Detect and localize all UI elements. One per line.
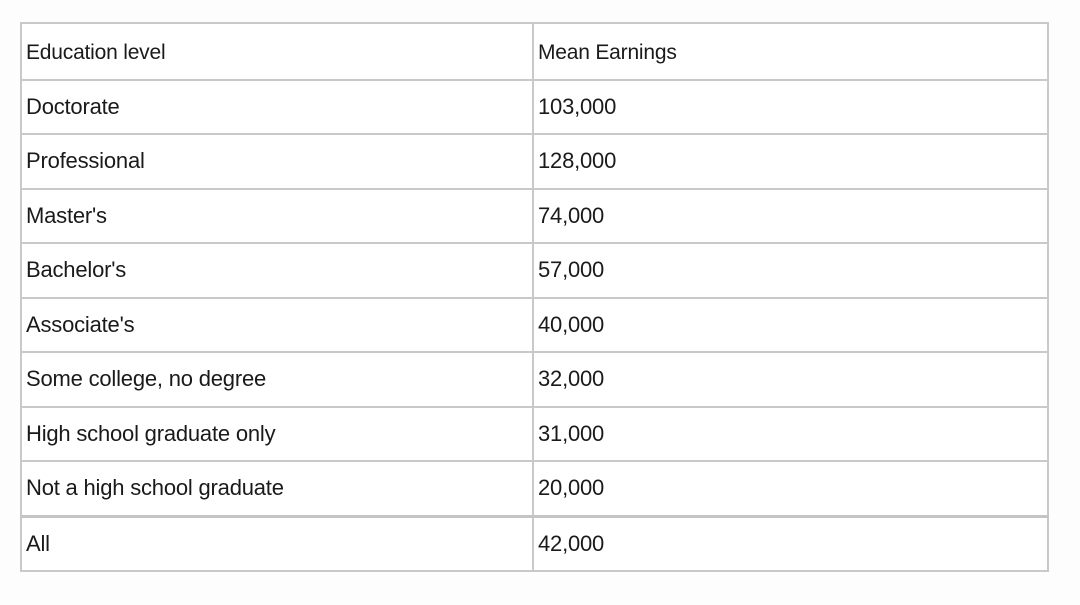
column-header-education-level: Education level <box>21 23 533 80</box>
mean-earnings-cell: 103,000 <box>533 80 1048 135</box>
table-row <box>21 352 1048 407</box>
mean-earnings-cell: 57,000 <box>533 243 1048 298</box>
education-level-cell: Some college, no degree <box>21 352 533 407</box>
mean-earnings-cell: 40,000 <box>533 298 1048 353</box>
mean-earnings-cell: 42,000 <box>533 516 1048 571</box>
education-level-cell: Professional <box>21 134 533 189</box>
table-row <box>21 298 1048 353</box>
mean-earnings-cell: 128,000 <box>533 134 1048 189</box>
column-header-mean-earnings: Mean Earnings <box>533 23 1048 80</box>
education-level-cell: High school graduate only <box>21 407 533 462</box>
table-row <box>21 189 1048 244</box>
table-row <box>21 407 1048 462</box>
earnings-table <box>20 22 1049 572</box>
table-row <box>21 516 1048 571</box>
table-row <box>21 461 1048 516</box>
table-row <box>21 80 1048 135</box>
education-level-cell: All <box>21 516 533 571</box>
education-level-cell: Not a high school graduate <box>21 461 533 516</box>
table-body <box>21 23 1048 571</box>
table-row <box>21 134 1048 189</box>
mean-earnings-cell: 74,000 <box>533 189 1048 244</box>
table-header-row <box>21 23 1048 80</box>
education-level-cell: Master's <box>21 189 533 244</box>
education-level-cell: Associate's <box>21 298 533 353</box>
table-row <box>21 243 1048 298</box>
mean-earnings-cell: 32,000 <box>533 352 1048 407</box>
mean-earnings-cell: 31,000 <box>533 407 1048 462</box>
mean-earnings-cell: 20,000 <box>533 461 1048 516</box>
education-level-cell: Doctorate <box>21 80 533 135</box>
education-level-cell: Bachelor's <box>21 243 533 298</box>
